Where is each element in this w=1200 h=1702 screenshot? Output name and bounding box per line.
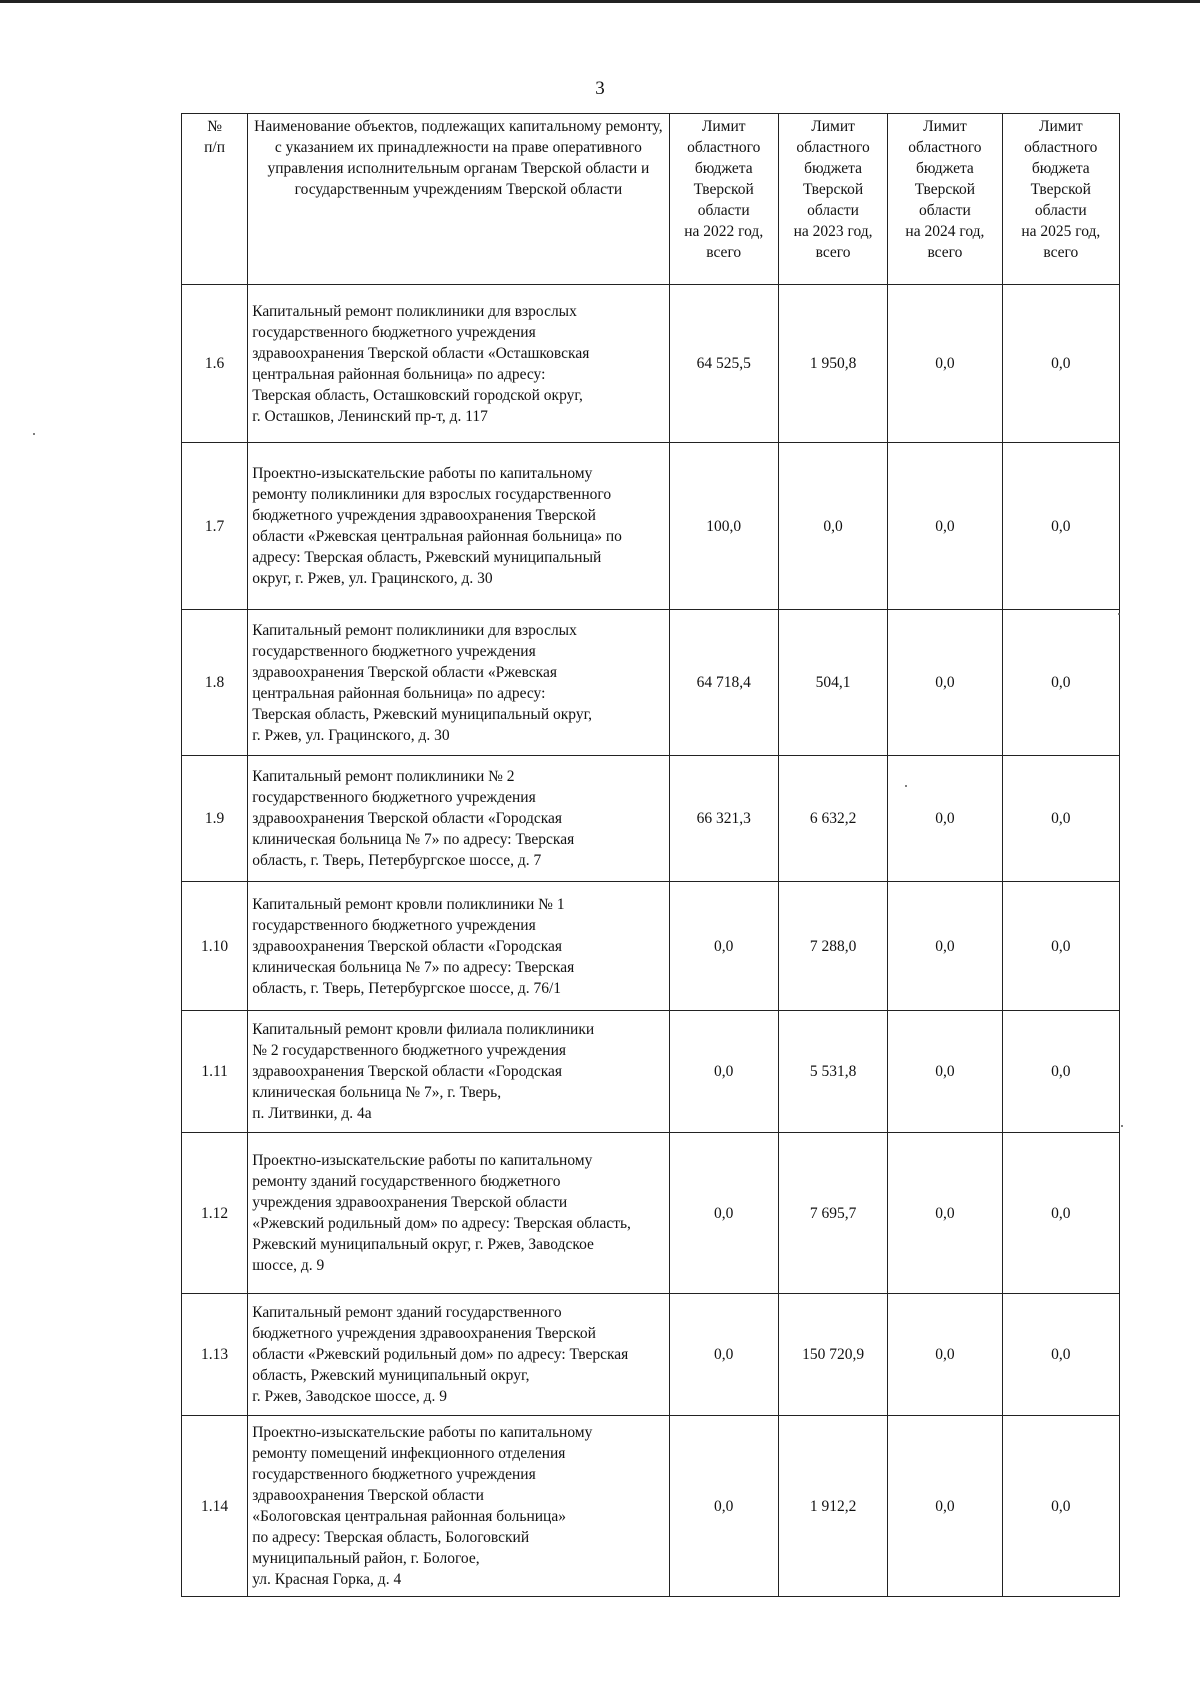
object-name-line: здравоохранения Тверской области «Городская xyxy=(252,810,563,827)
limit-2023: 5 531,8 xyxy=(778,1011,887,1133)
header-2025: Лимит областного бюджета Тверской области на 2025 год, всего xyxy=(1002,114,1119,285)
object-name-line: области «Ржевский родильный дом» по адресу: Тверская xyxy=(252,1346,629,1363)
header-2023: Лимит областного бюджета Тверской области на 2023 год, всего xyxy=(778,114,887,285)
limit-2025: 0,0 xyxy=(1002,1416,1119,1597)
scan-border xyxy=(0,0,1200,3)
object-name-line: клиническая больница № 7» по адресу: Тверская xyxy=(252,831,575,848)
table-row xyxy=(182,1416,1120,1597)
table-row xyxy=(182,285,1120,443)
row-number: 1.13 xyxy=(182,1294,248,1416)
object-name-line: клиническая больница № 7», г. Тверь, xyxy=(252,1084,502,1101)
limit-2022: 0,0 xyxy=(669,1133,778,1294)
object-name xyxy=(248,443,669,610)
object-name-line: здравоохранения Тверской области «Осташковская xyxy=(252,344,590,362)
object-name xyxy=(248,756,669,882)
table-row xyxy=(182,443,1120,610)
table-row xyxy=(182,1294,1120,1416)
object-name-line: учреждения здравоохранения Тверской области xyxy=(252,1194,568,1211)
limit-2024: 0,0 xyxy=(888,1011,1002,1133)
object-name-line: г. Ржев, Заводское шоссе, д. 9 xyxy=(252,1388,448,1405)
limit-2024: 0,0 xyxy=(888,610,1002,756)
row-number: 1.12 xyxy=(182,1133,248,1294)
table-row xyxy=(182,1133,1120,1294)
object-name-line: Капитальный ремонт кровли филиала поликлиники xyxy=(252,1021,595,1038)
scan-speck xyxy=(1121,1125,1123,1127)
limit-2023: 150 720,9 xyxy=(778,1294,887,1416)
object-name-line: здравоохранения Тверской области «Городская xyxy=(252,937,563,955)
limit-2024: 0,0 xyxy=(888,1294,1002,1416)
object-name-line: по адресу: Тверская область, Бологовский xyxy=(252,1529,530,1546)
table-header-row xyxy=(182,114,1120,285)
object-name-line: муниципальный район, г. Бологое, xyxy=(252,1550,480,1567)
object-name-line: адресу: Тверская область, Ржевский муниципальный xyxy=(252,549,602,566)
object-name-line: область, г. Тверь, Петербургское шоссе, д. 7 xyxy=(252,852,542,869)
object-name-line: ремонту зданий государственного бюджетного xyxy=(252,1173,561,1190)
object-name xyxy=(248,1011,669,1133)
object-name-line: Тверская область, Ржевский муниципальный округ, xyxy=(252,705,593,723)
table-row xyxy=(182,882,1120,1011)
limit-2025: 0,0 xyxy=(1002,610,1119,756)
object-name-line: центральная районная больница» по адресу: xyxy=(252,684,546,702)
object-name-line: бюджетного учреждения здравоохранения Тверской xyxy=(252,1325,596,1342)
object-name-line: Проектно-изыскательские работы по капитальному xyxy=(252,1424,593,1441)
limit-2023: 1 950,8 xyxy=(778,285,887,443)
scan-speck xyxy=(33,433,35,435)
object-name-line: здравоохранения Тверской области «Городская xyxy=(252,1063,563,1080)
limit-2025: 0,0 xyxy=(1002,443,1119,610)
object-name-line: Капитальный ремонт поликлиники для взрослых xyxy=(252,621,577,639)
table-row xyxy=(182,1011,1120,1133)
limit-2022: 0,0 xyxy=(669,1011,778,1133)
object-name xyxy=(248,1133,669,1294)
object-name-line: ул. Красная Горка, д. 4 xyxy=(252,1571,402,1588)
object-name-line: г. Ржев, ул. Грацинского, д. 30 xyxy=(252,726,450,744)
object-name xyxy=(248,285,669,443)
object-name-line: центральная районная больница» по адресу: xyxy=(252,365,546,383)
object-name-line: государственного бюджетного учреждения xyxy=(252,642,536,660)
limit-2025: 0,0 xyxy=(1002,285,1119,443)
object-name-line: Капитальный ремонт кровли поликлиники № 1 xyxy=(252,895,565,913)
object-name xyxy=(248,1294,669,1416)
limit-2023: 7 288,0 xyxy=(778,882,887,1011)
table-row xyxy=(182,756,1120,882)
object-name-line: бюджетного учреждения здравоохранения Тверской xyxy=(252,507,596,524)
scan-speck xyxy=(1118,613,1120,615)
table-row xyxy=(182,610,1120,756)
limit-2022: 64 718,4 xyxy=(669,610,778,756)
limit-2023: 6 632,2 xyxy=(778,756,887,882)
object-name xyxy=(248,1416,669,1597)
header-2024: Лимит областного бюджета Тверской области на 2024 год, всего xyxy=(888,114,1002,285)
object-name-line: области «Ржевская центральная районная больница» по xyxy=(252,528,622,545)
limit-2023: 7 695,7 xyxy=(778,1133,887,1294)
limit-2024: 0,0 xyxy=(888,285,1002,443)
object-name-line: Тверская область, Осташковский городской округ, xyxy=(252,386,583,404)
limit-2024: 0,0 xyxy=(888,756,1002,882)
object-name-line: Ржевский муниципальный округ, г. Ржев, Заводское xyxy=(252,1236,594,1253)
object-name-line: Капитальный ремонт поликлиники для взрослых xyxy=(252,302,577,320)
limit-2022: 0,0 xyxy=(669,1416,778,1597)
object-name-line: ремонту помещений инфекционного отделения xyxy=(252,1445,566,1462)
row-number: 1.14 xyxy=(182,1416,248,1597)
limit-2024: 0,0 xyxy=(888,1133,1002,1294)
limit-2022: 0,0 xyxy=(669,1294,778,1416)
object-name-line: «Ржевский родильный дом» по адресу: Тверская область, xyxy=(252,1215,631,1232)
object-name-line: шоссе, д. 9 xyxy=(252,1257,325,1274)
object-name-line: Капитальный ремонт поликлиники № 2 xyxy=(252,768,515,785)
object-name-line: № 2 государственного бюджетного учреждения xyxy=(252,1042,566,1059)
row-number: 1.8 xyxy=(182,610,248,756)
scan-speck xyxy=(905,785,907,787)
object-name-line: государственного бюджетного учреждения xyxy=(252,916,536,934)
limit-2025: 0,0 xyxy=(1002,756,1119,882)
object-name xyxy=(248,882,669,1011)
page-number: 3 xyxy=(595,78,605,99)
row-number: 1.10 xyxy=(182,882,248,1011)
limit-2025: 0,0 xyxy=(1002,1011,1119,1133)
limit-2022: 66 321,3 xyxy=(669,756,778,882)
object-name-line: г. Осташков, Ленинский пр-т, д. 117 xyxy=(252,407,488,425)
budget-table xyxy=(181,113,1120,1597)
limit-2023: 0,0 xyxy=(778,443,887,610)
object-name-line: клиническая больница № 7» по адресу: Тверская xyxy=(252,958,575,976)
limit-2022: 0,0 xyxy=(669,882,778,1011)
limit-2024: 0,0 xyxy=(888,443,1002,610)
limit-2024: 0,0 xyxy=(888,882,1002,1011)
object-name-line: область, г. Тверь, Петербургское шоссе, д. 76/1 xyxy=(252,979,562,997)
object-name-line: здравоохранения Тверской области xyxy=(252,1487,484,1504)
limit-2023: 1 912,2 xyxy=(778,1416,887,1597)
object-name-line: п. Литвинки, д. 4а xyxy=(252,1105,372,1122)
object-name-line: государственного бюджетного учреждения xyxy=(252,1466,536,1483)
limit-2024: 0,0 xyxy=(888,1416,1002,1597)
object-name-line: ремонту поликлиники для взрослых государственного xyxy=(252,486,612,503)
limit-2022: 64 525,5 xyxy=(669,285,778,443)
object-name-line: Проектно-изыскательские работы по капитальному xyxy=(252,1152,593,1169)
header-num: № п/п xyxy=(182,114,248,285)
limit-2022: 100,0 xyxy=(669,443,778,610)
row-number: 1.9 xyxy=(182,756,248,882)
row-number: 1.7 xyxy=(182,443,248,610)
object-name-line: область, Ржевский муниципальный округ, xyxy=(252,1367,530,1384)
limit-2023: 504,1 xyxy=(778,610,887,756)
limit-2025: 0,0 xyxy=(1002,882,1119,1011)
object-name-line: Капитальный ремонт зданий государственного xyxy=(252,1304,562,1321)
object-name-line: государственного бюджетного учреждения xyxy=(252,789,536,806)
object-name-line: «Бологовская центральная районная больница» xyxy=(252,1508,566,1525)
row-number: 1.11 xyxy=(182,1011,248,1133)
limit-2025: 0,0 xyxy=(1002,1133,1119,1294)
table-body xyxy=(182,285,1120,1597)
object-name-line: здравоохранения Тверской области «Ржевская xyxy=(252,663,557,681)
header-name: Наименование объектов, подлежащих капитальному ремонту, с указанием их принадлежности на праве оперативного управления исполнительным органам Тверской области и государственным учреждениям Тверской области xyxy=(248,114,669,285)
object-name-line: округ, г. Ржев, ул. Грацинского, д. 30 xyxy=(252,570,493,587)
object-name-line: государственного бюджетного учреждения xyxy=(252,323,536,341)
row-number: 1.6 xyxy=(182,285,248,443)
object-name-line: Проектно-изыскательские работы по капитальному xyxy=(252,465,593,482)
header-2022: Лимит областного бюджета Тверской области на 2022 год, всего xyxy=(669,114,778,285)
object-name xyxy=(248,610,669,756)
limit-2025: 0,0 xyxy=(1002,1294,1119,1416)
